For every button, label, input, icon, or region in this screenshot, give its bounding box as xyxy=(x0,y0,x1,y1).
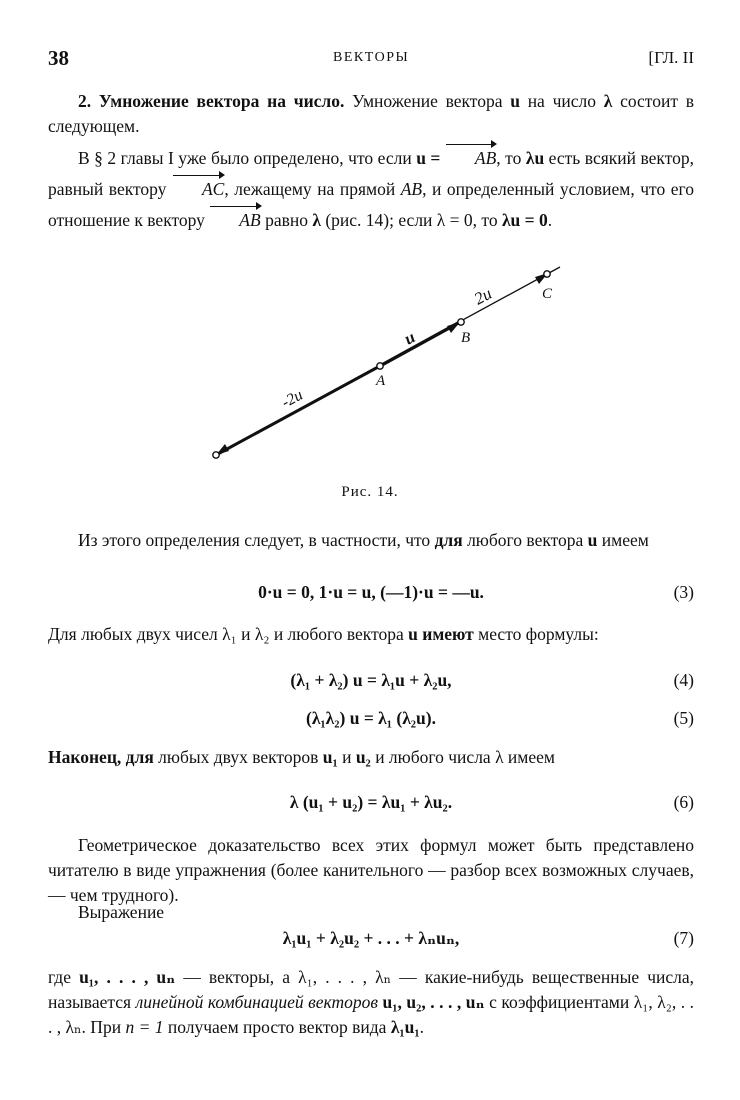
paragraph-definition: В § 2 главы I уже было определено, что если u = AB, то λu есть всякий вектор, равный вектору AC, лежащему на прямой AB, и определенный условием, что его отношение к вектору AB равно λ (рис. 14); если λ = 0, то λu = 0. xyxy=(48,143,694,236)
running-title: ВЕКТОРЫ xyxy=(333,50,410,65)
paragraph-consequence: Из этого определения следует, в частности, что для любого вектора u имеем xyxy=(78,530,649,550)
vector-u-line xyxy=(380,322,460,366)
label-C: C xyxy=(542,286,553,302)
chapter-label: [ГЛ. II xyxy=(648,48,694,67)
paragraph-two-vectors: Наконец, для любых двух векторов u₁ и u₂ и любого числа λ имеем xyxy=(48,747,555,767)
equation-6-number: (6) xyxy=(673,792,694,812)
label-2u: 2u xyxy=(470,283,495,309)
equation-4-formula: (λ₁ + λ₂) u = λ₁u + λ₂u, xyxy=(290,670,452,690)
section-heading: 2. Умножение вектора на число. xyxy=(78,91,345,111)
paragraph-two-numbers: Для любых двух чисел λ₁ и λ₂ и любого вектора u имеют место формулы: xyxy=(48,624,599,644)
equation-4-number: (4) xyxy=(673,670,694,690)
section-intro: 2. Умножение вектора на число. Умножение вектора u на число λ состоит в следующем. xyxy=(48,91,694,136)
equation-5-number: (5) xyxy=(673,708,694,728)
point-C-marker xyxy=(544,271,550,277)
page-number: 38 xyxy=(48,46,69,70)
equation-7-number: (7) xyxy=(673,928,694,948)
term-linear-combination: линейной комбинацией векторов xyxy=(135,992,378,1012)
vector-AC: AC xyxy=(172,174,224,205)
label-B: B xyxy=(461,330,471,346)
equation-4 xyxy=(48,670,694,696)
equation-3 xyxy=(48,582,694,608)
point-B-marker xyxy=(458,319,464,325)
label-A: A xyxy=(376,373,386,389)
equation-5-formula: (λ₁λ₂) u = λ₁ (λ₂u). xyxy=(306,708,436,728)
figure-caption: Рис. 14. xyxy=(341,484,399,500)
equation-3-formula: 0·u = 0, 1·u = u, (—1)·u = —u. xyxy=(258,582,484,602)
equation-6-formula: λ (u₁ + u₂) = λu₁ + λu₂. xyxy=(289,792,453,812)
vector-AB-2: AB xyxy=(209,205,260,236)
paragraph-linear-combination: где u₁, . . . , uₙ — векторы, а λ₁, . . . , λₙ — какие-нибудь вещественные числа, называется линейной комбинацией векторов u₁, u₂, . . . , uₙ с коэффициентами λ₁, λ₂, . . . , λₙ. При n = 1 получаем просто вектор вида λ₁u₁. xyxy=(48,967,694,1037)
equation-3-number: (3) xyxy=(673,582,694,602)
vector-AB: AB xyxy=(445,143,496,174)
equation-7 xyxy=(48,928,694,954)
point-A-marker xyxy=(377,363,383,369)
paragraph-expression: Выражение xyxy=(78,902,165,922)
label-u: u xyxy=(400,327,419,349)
point-tail-marker xyxy=(213,452,219,458)
equation-7-formula: λ₁u₁ + λ₂u₂ + . . . + λₙuₙ, xyxy=(282,928,460,948)
vector-minus2u-line xyxy=(216,366,380,455)
paragraph-proof: Геометрическое доказательство всех этих формул может быть представлено читателю в виде упражнения (более канительного — разбор всех возможных случаев, — чем трудного). xyxy=(48,835,694,905)
label-minus2u: -2u xyxy=(278,386,306,412)
equation-5 xyxy=(48,708,694,734)
equation-6 xyxy=(48,792,694,818)
